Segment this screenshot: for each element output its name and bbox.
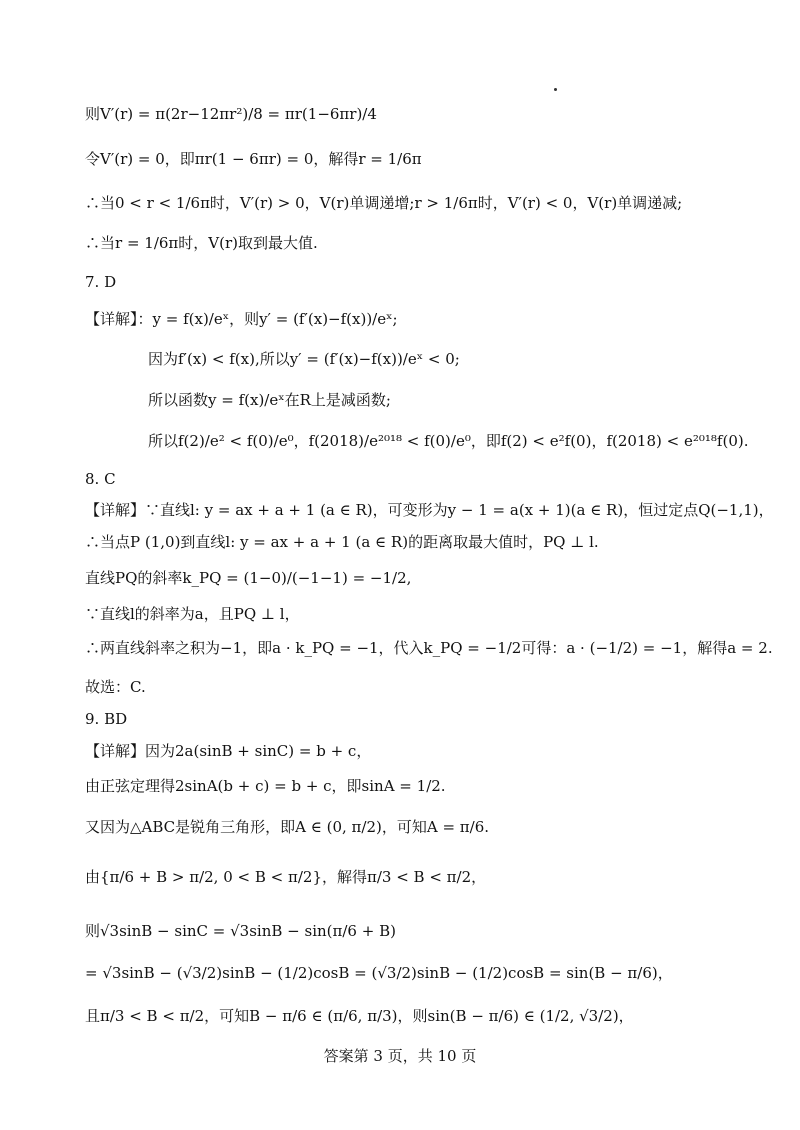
question-number: 9. BD xyxy=(85,710,128,728)
text-line: 则V′(r) = π(2r−12πr²)/8 = πr(1−6πr)/4 xyxy=(85,105,377,123)
text-line: 直线PQ的斜率k_PQ = (1−0)/(−1−1) = −1/2, xyxy=(85,569,412,587)
text-line: ∵直线l的斜率为a，且PQ ⊥ l， xyxy=(85,605,300,623)
page-footer: 答案第 3 页，共 10 页 xyxy=(323,1047,477,1065)
text-line: 由正弦定理得2sinA(b + c) = b + c，即sinA = 1/2. xyxy=(85,777,446,795)
text-line: ∴当r = 1/6π时，V(r)取到最大值. xyxy=(85,234,318,252)
text-line: ∴当0 < r < 1/6π时，V′(r) > 0，V(r)单调递增;r > 1/6π时，V′(r) < 0，V(r)单调递减; xyxy=(85,194,683,212)
text-line: 令V′(r) = 0，即πr(1 − 6πr) = 0，解得r = 1/6π xyxy=(85,150,422,168)
text-line: 故选：C. xyxy=(85,678,146,696)
text-line: = √3sinB − (√3/2)sinB − (1/2)cosB = (√3/2)sinB − (1/2)cosB = sin(B − π/6)， xyxy=(85,964,673,982)
text-line: 【详解】∵直线l: y = ax + a + 1 (a ∈ R)，可变形为y − 1 = a(x + 1)(a ∈ R)，恒过定点Q(−1,1)， xyxy=(85,501,774,519)
text-line: 【详解】因为2a(sinB + sinC) = b + c， xyxy=(85,742,372,760)
question-number: 8. C xyxy=(85,470,116,488)
text-line: 由{π/6 + B > π/2, 0 < B < π/2}，解得π/3 < B < π/2， xyxy=(85,868,487,886)
text-line: ∴两直线斜率之积为−1，即a · k_PQ = −1，代入k_PQ = −1/2可得：a · (−1/2) = −1，解得a = 2. xyxy=(85,639,773,657)
text-line: 则√3sinB − sinC = √3sinB − sin(π/6 + B) xyxy=(85,922,396,940)
text-line: 又因为△ABC是锐角三角形，即A ∈ (0, π/2)，可知A = π/6. xyxy=(85,818,490,836)
text-line: 且π/3 < B < π/2，可知B − π/6 ∈ (π/6, π/3)，则sin(B − π/6) ∈ (1/2, √3/2)， xyxy=(85,1007,634,1025)
text-line: 所以f(2)/e² < f(0)/e⁰，f(2018)/e²⁰¹⁸ < f(0)/e⁰，即f(2) < e²f(0)，f(2018) < e²⁰¹⁸f(0). xyxy=(148,432,749,450)
speck-mark xyxy=(554,88,557,91)
text-line: 【详解】：y = f(x)/eˣ，则y′ = (f′(x)−f(x))/eˣ; xyxy=(85,310,398,328)
text-line: 所以函数y = f(x)/eˣ在R上是减函数; xyxy=(148,391,391,409)
text-line: 因为f′(x) < f(x),所以y′ = (f′(x)−f(x))/eˣ < 0; xyxy=(148,350,460,368)
text-line: ∴当点P (1,0)到直线l: y = ax + a + 1 (a ∈ R)的距离取最大值时，PQ ⊥ l. xyxy=(85,533,599,551)
question-number: 7. D xyxy=(85,273,117,291)
